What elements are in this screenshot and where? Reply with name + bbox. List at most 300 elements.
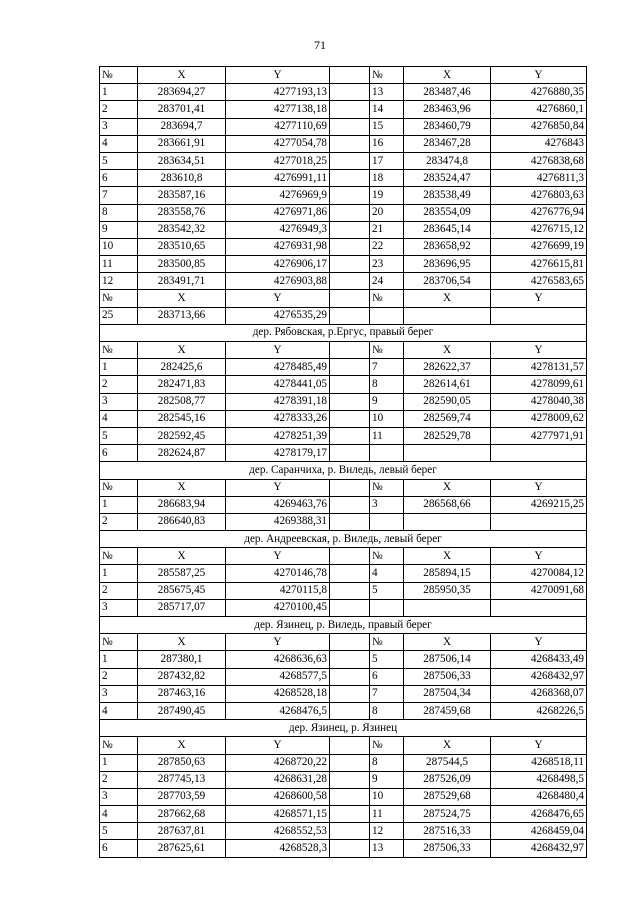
table-row — [100, 445, 587, 462]
empty-cell — [404, 445, 491, 462]
y-coordinate: 4276803,63 — [491, 187, 587, 204]
x-coordinate: 285675,45 — [138, 582, 226, 599]
x-coordinate: 283558,76 — [138, 204, 226, 221]
x-coordinate: 287506,33 — [404, 840, 491, 857]
point-number: 1 — [100, 84, 138, 101]
y-coordinate: 4276860,1 — [491, 101, 587, 118]
table-row — [100, 170, 587, 187]
header-row — [100, 67, 587, 84]
y-coordinate: 4268528,3 — [226, 840, 330, 857]
y-coordinate: 4278485,49 — [226, 359, 330, 376]
y-coordinate: 4268476,65 — [491, 806, 587, 823]
x-coordinate: 285950,35 — [404, 582, 491, 599]
point-number: 7 — [100, 187, 138, 204]
point-number: 2 — [100, 376, 138, 393]
x-coordinate: 283610,8 — [138, 170, 226, 187]
empty-cell — [491, 445, 587, 462]
header-y: Y — [226, 290, 330, 307]
y-coordinate: 4276969,9 — [226, 187, 330, 204]
x-coordinate: 282592,45 — [138, 427, 226, 444]
empty-cell — [491, 513, 587, 530]
x-coordinate: 283463,96 — [404, 101, 491, 118]
point-number: 8 — [100, 204, 138, 221]
table-row — [100, 651, 587, 668]
page-number: 71 — [314, 38, 326, 52]
x-coordinate: 283554,09 — [404, 204, 491, 221]
point-number: 1 — [100, 359, 138, 376]
x-coordinate: 287850,63 — [138, 754, 226, 771]
point-number: 7 — [370, 359, 404, 376]
table-row — [100, 187, 587, 204]
header-y: Y — [226, 342, 330, 359]
x-coordinate: 282569,74 — [404, 410, 491, 427]
x-coordinate: 287703,59 — [138, 788, 226, 805]
y-coordinate: 4276931,98 — [226, 238, 330, 255]
point-number: 10 — [370, 788, 404, 805]
x-coordinate: 283634,51 — [138, 152, 226, 169]
column-gap — [330, 496, 370, 513]
table-row — [100, 84, 587, 101]
table-row — [100, 359, 587, 376]
header-x: X — [404, 737, 491, 754]
y-coordinate: 4268432,97 — [491, 668, 587, 685]
point-number: 11 — [370, 427, 404, 444]
header-num: № — [370, 67, 404, 84]
point-number: 6 — [100, 445, 138, 462]
x-coordinate: 283538,49 — [404, 187, 491, 204]
header-num: № — [100, 548, 138, 565]
column-gap — [330, 307, 370, 324]
header-x: X — [138, 548, 226, 565]
y-coordinate: 4268459,04 — [491, 823, 587, 840]
point-number: 5 — [100, 152, 138, 169]
point-number: 3 — [100, 685, 138, 702]
empty-cell — [491, 599, 587, 616]
y-coordinate: 4268226,5 — [491, 702, 587, 719]
x-coordinate: 283510,65 — [138, 238, 226, 255]
column-gap — [330, 479, 370, 496]
y-coordinate: 4277971,91 — [491, 427, 587, 444]
table-row — [100, 806, 587, 823]
column-gap — [330, 342, 370, 359]
table-row — [100, 101, 587, 118]
point-number: 10 — [100, 238, 138, 255]
x-coordinate: 283474,8 — [404, 152, 491, 169]
table-row — [100, 204, 587, 221]
y-coordinate: 4276880,35 — [491, 84, 587, 101]
column-gap — [330, 393, 370, 410]
empty-cell — [404, 599, 491, 616]
header-row — [100, 737, 587, 754]
point-number: 12 — [100, 273, 138, 290]
header-row — [100, 548, 587, 565]
header-num: № — [100, 342, 138, 359]
x-coordinate: 283694,7 — [138, 118, 226, 135]
header-num: № — [370, 342, 404, 359]
point-number: 4 — [100, 806, 138, 823]
table-row — [100, 513, 587, 530]
header-x: X — [404, 342, 491, 359]
table-row — [100, 135, 587, 152]
y-coordinate: 4268433,49 — [491, 651, 587, 668]
y-coordinate: 4276949,3 — [226, 221, 330, 238]
point-number: 11 — [370, 806, 404, 823]
point-number: 6 — [100, 170, 138, 187]
header-num: № — [370, 737, 404, 754]
point-number: 23 — [370, 256, 404, 273]
point-number: 2 — [100, 101, 138, 118]
section-caption: дер. Саранчиха, р. Виледь, левый берег — [100, 462, 587, 479]
point-number: 3 — [100, 118, 138, 135]
y-coordinate: 4276850,84 — [491, 118, 587, 135]
y-coordinate: 4278333,26 — [226, 410, 330, 427]
header-y: Y — [226, 479, 330, 496]
table-row — [100, 376, 587, 393]
table-row — [100, 754, 587, 771]
column-gap — [330, 788, 370, 805]
column-gap — [330, 273, 370, 290]
point-number: 8 — [370, 754, 404, 771]
point-number: 9 — [370, 771, 404, 788]
x-coordinate: 283524,47 — [404, 170, 491, 187]
header-y: Y — [491, 548, 587, 565]
header-x: X — [138, 342, 226, 359]
y-coordinate: 4277193,13 — [226, 84, 330, 101]
table-row — [100, 771, 587, 788]
x-coordinate: 282425,6 — [138, 359, 226, 376]
y-coordinate: 4278040,38 — [491, 393, 587, 410]
header-y: Y — [491, 342, 587, 359]
section-caption: дер. Андреевская, р. Виледь, левый берег — [100, 531, 587, 548]
header-row — [100, 290, 587, 307]
point-number: 3 — [100, 393, 138, 410]
table-row — [100, 221, 587, 238]
header-num: № — [370, 548, 404, 565]
x-coordinate: 286568,66 — [404, 496, 491, 513]
x-coordinate: 287544,5 — [404, 754, 491, 771]
point-number: 4 — [100, 702, 138, 719]
table-row — [100, 788, 587, 805]
x-coordinate: 283696,95 — [404, 256, 491, 273]
point-number: 2 — [100, 771, 138, 788]
y-coordinate: 4268720,22 — [226, 754, 330, 771]
table-row — [100, 565, 587, 582]
point-number: 2 — [100, 513, 138, 530]
header-num: № — [370, 634, 404, 651]
y-coordinate: 4270100,45 — [226, 599, 330, 616]
y-coordinate: 4276903,88 — [226, 273, 330, 290]
column-gap — [330, 565, 370, 582]
y-coordinate: 4268571,15 — [226, 806, 330, 823]
x-coordinate: 283713,66 — [138, 307, 226, 324]
header-y: Y — [491, 479, 587, 496]
section-caption-row — [100, 531, 587, 548]
header-y: Y — [491, 634, 587, 651]
header-row — [100, 479, 587, 496]
x-coordinate: 287662,68 — [138, 806, 226, 823]
y-coordinate: 4276906,17 — [226, 256, 330, 273]
column-gap — [330, 221, 370, 238]
y-coordinate: 4277018,25 — [226, 152, 330, 169]
column-gap — [330, 84, 370, 101]
column-gap — [330, 187, 370, 204]
column-gap — [330, 685, 370, 702]
header-num: № — [370, 290, 404, 307]
section-caption-row — [100, 324, 587, 341]
empty-cell — [404, 307, 491, 324]
x-coordinate: 286683,94 — [138, 496, 226, 513]
table-row — [100, 685, 587, 702]
table-row — [100, 840, 587, 857]
column-gap — [330, 445, 370, 462]
header-x: X — [138, 737, 226, 754]
point-number: 18 — [370, 170, 404, 187]
y-coordinate: 4277110,69 — [226, 118, 330, 135]
header-y: Y — [226, 634, 330, 651]
header-x: X — [138, 290, 226, 307]
header-y: Y — [491, 737, 587, 754]
header-y: Y — [491, 67, 587, 84]
table-row — [100, 393, 587, 410]
y-coordinate: 4268552,53 — [226, 823, 330, 840]
point-number: 13 — [370, 840, 404, 857]
column-gap — [330, 806, 370, 823]
header-x: X — [404, 548, 491, 565]
y-coordinate: 4277138,18 — [226, 101, 330, 118]
column-gap — [330, 599, 370, 616]
header-row — [100, 342, 587, 359]
x-coordinate: 283487,46 — [404, 84, 491, 101]
header-y: Y — [226, 67, 330, 84]
x-coordinate: 283460,79 — [404, 118, 491, 135]
y-coordinate: 4269388,31 — [226, 513, 330, 530]
column-gap — [330, 634, 370, 651]
point-number: 4 — [100, 410, 138, 427]
header-num: № — [100, 737, 138, 754]
column-gap — [330, 67, 370, 84]
y-coordinate: 4276811,3 — [491, 170, 587, 187]
y-coordinate: 4276971,86 — [226, 204, 330, 221]
point-number: 3 — [100, 788, 138, 805]
y-coordinate: 4276699,19 — [491, 238, 587, 255]
y-coordinate: 4278391,18 — [226, 393, 330, 410]
header-num: № — [100, 479, 138, 496]
header-y: Y — [226, 548, 330, 565]
y-coordinate: 4276843 — [491, 135, 587, 152]
header-x: X — [138, 634, 226, 651]
column-gap — [330, 290, 370, 307]
x-coordinate: 283645,14 — [404, 221, 491, 238]
point-number: 20 — [370, 204, 404, 221]
header-x: X — [404, 634, 491, 651]
column-gap — [330, 410, 370, 427]
x-coordinate: 287637,81 — [138, 823, 226, 840]
x-coordinate: 287529,68 — [404, 788, 491, 805]
point-number: 1 — [100, 565, 138, 582]
x-coordinate: 287524,75 — [404, 806, 491, 823]
point-number: 3 — [100, 599, 138, 616]
y-coordinate: 4268631,28 — [226, 771, 330, 788]
y-coordinate: 4270115,8 — [226, 582, 330, 599]
point-number: 1 — [100, 496, 138, 513]
header-x: X — [404, 479, 491, 496]
column-gap — [330, 840, 370, 857]
point-number: 12 — [370, 823, 404, 840]
x-coordinate: 285717,07 — [138, 599, 226, 616]
header-y: Y — [491, 290, 587, 307]
y-coordinate: 4278131,57 — [491, 359, 587, 376]
x-coordinate: 287516,33 — [404, 823, 491, 840]
x-coordinate: 282622,37 — [404, 359, 491, 376]
point-number: 5 — [100, 427, 138, 444]
y-coordinate: 4277054,78 — [226, 135, 330, 152]
point-number: 5 — [100, 823, 138, 840]
x-coordinate: 287506,33 — [404, 668, 491, 685]
x-coordinate: 283542,32 — [138, 221, 226, 238]
point-number: 2 — [100, 668, 138, 685]
point-number: 4 — [100, 135, 138, 152]
table-row — [100, 599, 587, 616]
table-row — [100, 152, 587, 169]
column-gap — [330, 135, 370, 152]
column-gap — [330, 823, 370, 840]
section-caption-row — [100, 720, 587, 737]
x-coordinate: 282545,16 — [138, 410, 226, 427]
coordinates-table — [99, 66, 587, 858]
x-coordinate: 283500,85 — [138, 256, 226, 273]
table-row — [100, 307, 587, 324]
y-coordinate: 4268368,07 — [491, 685, 587, 702]
point-number: 17 — [370, 152, 404, 169]
column-gap — [330, 359, 370, 376]
y-coordinate: 4268476,5 — [226, 702, 330, 719]
x-coordinate: 287432,82 — [138, 668, 226, 685]
x-coordinate: 287504,34 — [404, 685, 491, 702]
x-coordinate: 282471,83 — [138, 376, 226, 393]
header-num: № — [100, 634, 138, 651]
point-number: 14 — [370, 101, 404, 118]
table-row — [100, 582, 587, 599]
table-row — [100, 823, 587, 840]
column-gap — [330, 427, 370, 444]
table-row — [100, 668, 587, 685]
point-number: 19 — [370, 187, 404, 204]
table-row — [100, 410, 587, 427]
point-number: 8 — [370, 702, 404, 719]
y-coordinate: 4268577,5 — [226, 668, 330, 685]
column-gap — [330, 737, 370, 754]
y-coordinate: 4278441,05 — [226, 376, 330, 393]
y-coordinate: 4270084,12 — [491, 565, 587, 582]
y-coordinate: 4276991,11 — [226, 170, 330, 187]
column-gap — [330, 754, 370, 771]
y-coordinate: 4269463,76 — [226, 496, 330, 513]
point-number: 5 — [370, 582, 404, 599]
point-number: 3 — [370, 496, 404, 513]
column-gap — [330, 651, 370, 668]
x-coordinate: 282624,87 — [138, 445, 226, 462]
x-coordinate: 282508,77 — [138, 393, 226, 410]
point-number: 25 — [100, 307, 138, 324]
empty-cell — [370, 513, 404, 530]
x-coordinate: 283706,54 — [404, 273, 491, 290]
header-row — [100, 634, 587, 651]
y-coordinate: 4276615,81 — [491, 256, 587, 273]
point-number: 13 — [370, 84, 404, 101]
column-gap — [330, 101, 370, 118]
y-coordinate: 4270091,68 — [491, 582, 587, 599]
section-caption: дер. Язинец, р. Язинец — [100, 720, 587, 737]
point-number: 11 — [100, 256, 138, 273]
x-coordinate: 282590,05 — [404, 393, 491, 410]
column-gap — [330, 702, 370, 719]
x-coordinate: 287625,61 — [138, 840, 226, 857]
y-coordinate: 4278251,39 — [226, 427, 330, 444]
y-coordinate: 4278099,61 — [491, 376, 587, 393]
header-x: X — [138, 67, 226, 84]
column-gap — [330, 204, 370, 221]
header-num: № — [370, 479, 404, 496]
column-gap — [330, 238, 370, 255]
y-coordinate: 4268498,5 — [491, 771, 587, 788]
y-coordinate: 4268432,97 — [491, 840, 587, 857]
column-gap — [330, 548, 370, 565]
header-x: X — [404, 67, 491, 84]
column-gap — [330, 256, 370, 273]
x-coordinate: 287526,09 — [404, 771, 491, 788]
point-number: 15 — [370, 118, 404, 135]
point-number: 16 — [370, 135, 404, 152]
x-coordinate: 283587,16 — [138, 187, 226, 204]
x-coordinate: 283491,71 — [138, 273, 226, 290]
point-number: 24 — [370, 273, 404, 290]
y-coordinate: 4268600,58 — [226, 788, 330, 805]
empty-cell — [370, 599, 404, 616]
empty-cell — [404, 513, 491, 530]
header-num: № — [100, 290, 138, 307]
x-coordinate: 282529,78 — [404, 427, 491, 444]
header-y: Y — [226, 737, 330, 754]
section-caption-row — [100, 617, 587, 634]
x-coordinate: 282614,61 — [404, 376, 491, 393]
y-coordinate: 4278179,17 — [226, 445, 330, 462]
column-gap — [330, 513, 370, 530]
x-coordinate: 283467,28 — [404, 135, 491, 152]
column-gap — [330, 152, 370, 169]
y-coordinate: 4276583,65 — [491, 273, 587, 290]
x-coordinate: 285894,15 — [404, 565, 491, 582]
column-gap — [330, 170, 370, 187]
x-coordinate: 283694,27 — [138, 84, 226, 101]
column-gap — [330, 118, 370, 135]
x-coordinate: 287459,68 — [404, 702, 491, 719]
column-gap — [330, 668, 370, 685]
table-row — [100, 702, 587, 719]
column-gap — [330, 771, 370, 788]
x-coordinate: 287506,14 — [404, 651, 491, 668]
x-coordinate: 283658,92 — [404, 238, 491, 255]
y-coordinate: 4269215,25 — [491, 496, 587, 513]
table-row — [100, 496, 587, 513]
section-caption: дер. Язинец, р. Виледь, правый берег — [100, 617, 587, 634]
table-row — [100, 273, 587, 290]
point-number: 22 — [370, 238, 404, 255]
column-gap — [330, 376, 370, 393]
header-x: X — [138, 479, 226, 496]
y-coordinate: 4276838,68 — [491, 152, 587, 169]
x-coordinate: 283701,41 — [138, 101, 226, 118]
point-number: 5 — [370, 651, 404, 668]
